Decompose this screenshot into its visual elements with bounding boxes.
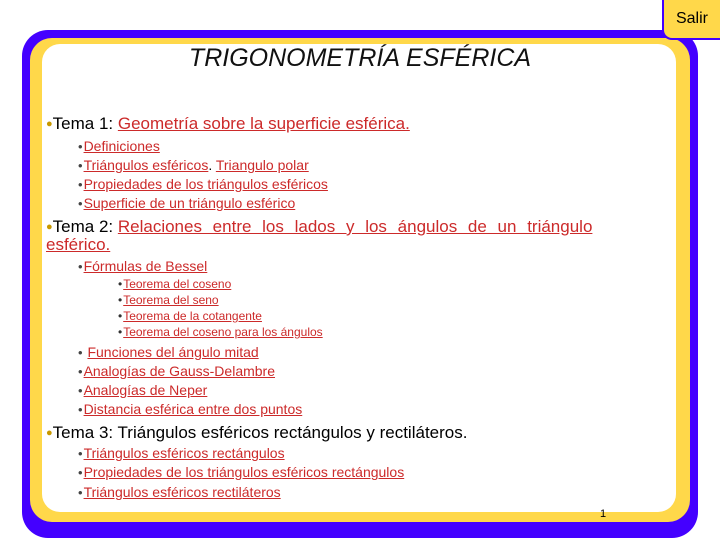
bullet-icon: • bbox=[118, 325, 123, 339]
bullet-icon: ● bbox=[46, 221, 53, 233]
link-distancia-esferica[interactable]: Distancia esférica entre dos puntos bbox=[83, 401, 303, 417]
link-triangulo-polar[interactable]: Triangulo polar bbox=[215, 157, 309, 173]
tema-2-link[interactable]: Relaciones entre los lados y los ángulos de un triángulo bbox=[117, 217, 593, 236]
bullet-icon: ● bbox=[46, 118, 53, 130]
list-item bbox=[78, 382, 207, 398]
list-item bbox=[78, 464, 404, 480]
bullet-icon: • bbox=[78, 196, 83, 211]
tema-2-link-cont[interactable]: esférico. bbox=[46, 235, 111, 254]
list-item bbox=[78, 157, 309, 173]
separator: . bbox=[208, 157, 216, 173]
list-item bbox=[78, 484, 281, 500]
list-item bbox=[78, 401, 302, 417]
bullet-icon: • bbox=[118, 309, 123, 323]
bullet-icon: • bbox=[78, 402, 83, 417]
link-superficie[interactable]: Superficie de un triángulo esférico bbox=[83, 195, 296, 211]
link-triangulos-esfericos[interactable]: Triángulos esféricos bbox=[83, 157, 209, 173]
tema-3 bbox=[46, 423, 467, 443]
link-teorema-cotangente[interactable]: Teorema de la cotangente bbox=[123, 309, 262, 323]
bullet-icon: • bbox=[78, 465, 83, 480]
link-angulo-mitad[interactable]: Funciones del ángulo mitad bbox=[87, 344, 259, 360]
bullet-icon: • bbox=[78, 446, 83, 461]
list-item bbox=[118, 325, 323, 339]
bullet-icon: • bbox=[78, 345, 83, 360]
bullet-icon: • bbox=[118, 277, 123, 291]
salir-label: Salir bbox=[675, 10, 708, 27]
link-teorema-coseno[interactable]: Teorema del coseno bbox=[123, 277, 232, 291]
list-item bbox=[118, 309, 262, 323]
tema-1-link[interactable]: Geometría sobre la superficie esférica. bbox=[117, 114, 410, 133]
tema-1 bbox=[46, 114, 410, 134]
link-neper[interactable]: Analogías de Neper bbox=[83, 382, 208, 398]
list-item bbox=[78, 195, 295, 211]
link-gauss-delambre[interactable]: Analogías de Gauss-Delambre bbox=[83, 363, 275, 379]
link-rectilateros[interactable]: Triángulos esféricos rectiláteros bbox=[83, 484, 281, 500]
tema-3-text: Tema 3: Triángulos esféricos rectángulos y rectiláteros. bbox=[52, 423, 468, 442]
link-rectangulos[interactable]: Triángulos esféricos rectángulos bbox=[83, 445, 285, 461]
tema-2 bbox=[46, 218, 676, 253]
bullet-icon: ● bbox=[46, 427, 53, 439]
list-item bbox=[78, 445, 285, 461]
bullet-icon: • bbox=[118, 293, 123, 307]
bullet-icon: • bbox=[78, 364, 83, 379]
list-item bbox=[78, 258, 207, 274]
link-teorema-seno[interactable]: Teorema del seno bbox=[123, 293, 219, 307]
link-bessel[interactable]: Fórmulas de Bessel bbox=[83, 258, 208, 274]
list-item bbox=[118, 277, 231, 291]
tema-1-prefix: Tema 1: bbox=[52, 114, 118, 133]
list-item bbox=[78, 363, 275, 379]
list-item bbox=[78, 344, 259, 360]
list-item bbox=[78, 138, 160, 154]
link-definiciones[interactable]: Definiciones bbox=[83, 138, 160, 154]
page-title: TRIGONOMETRÍA ESFÉRICA bbox=[188, 44, 532, 72]
bullet-icon: • bbox=[78, 383, 83, 398]
bullet-icon: • bbox=[78, 139, 83, 154]
list-item bbox=[118, 293, 219, 307]
bullet-icon: • bbox=[78, 485, 83, 500]
salir-button[interactable] bbox=[662, 0, 720, 40]
bullet-icon: • bbox=[78, 158, 83, 173]
bullet-icon: • bbox=[78, 259, 83, 274]
bullet-icon: • bbox=[78, 177, 83, 192]
page-number: 1 bbox=[600, 508, 607, 520]
link-propiedades[interactable]: Propiedades de los triángulos esféricos bbox=[83, 176, 328, 192]
list-item bbox=[78, 176, 328, 192]
tema-2-prefix: Tema 2: bbox=[52, 217, 118, 236]
link-teorema-coseno-angulos[interactable]: Teorema del coseno para los ángulos bbox=[123, 325, 323, 339]
link-propiedades-rectangulos[interactable]: Propiedades de los triángulos esféricos rectángulos bbox=[83, 464, 405, 480]
